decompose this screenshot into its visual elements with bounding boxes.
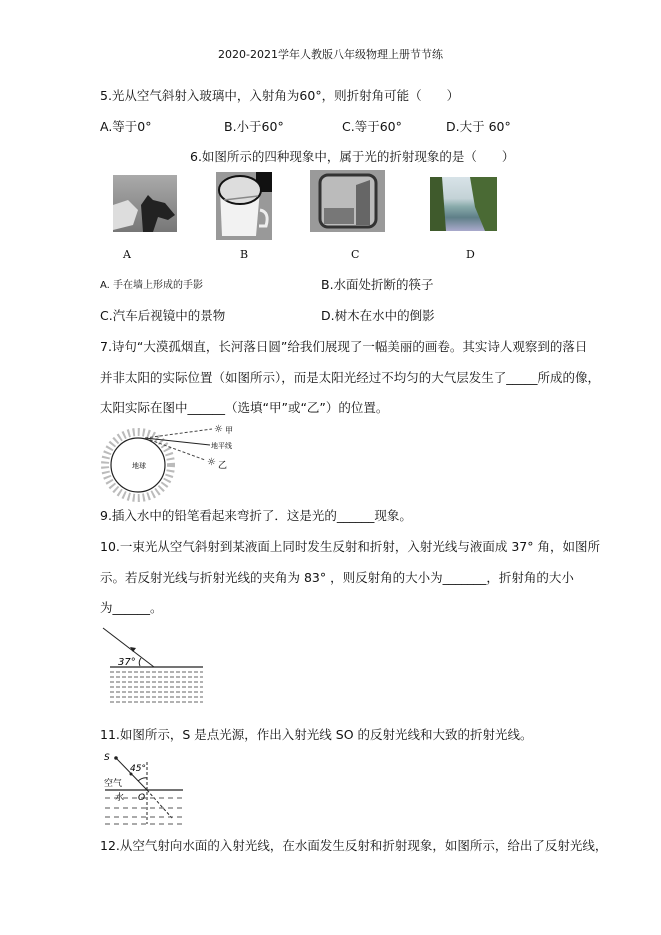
q12-stem: 12.从空气射向水面的入射光线，在水面发生反射和折射现象，如图所示，给出了反射光线，: [100, 838, 608, 853]
q5-option-a: A.等于0°: [100, 119, 152, 134]
rearview-mirror-image: [310, 170, 385, 232]
label-yi: 乙: [218, 461, 228, 471]
label-jia: 甲: [225, 426, 233, 435]
chopsticks-cup-image: [216, 172, 272, 240]
angle-label: 37°: [118, 657, 136, 668]
q6-stem: 6.如图所示的四种现象中，属于光的折射现象的是（ ）: [190, 149, 515, 164]
q6-option-c: C.汽车后视镜中的景物: [100, 308, 226, 323]
image-label-c: C: [351, 248, 360, 261]
page-header: 2020-2021学年人教版八年级物理上册节节练: [218, 48, 443, 61]
q11-stem: 11.如图所示，S 是点光源，作出入射光线 SO 的反射光线和大致的折射光线。: [100, 727, 533, 742]
source-label: S: [104, 753, 110, 763]
sun-jia-icon: ☼: [214, 424, 223, 435]
image-label-b: B: [240, 248, 249, 261]
liquid-surface-diagram: [100, 625, 210, 710]
q5-option-c: C.等于60°: [342, 119, 402, 134]
q5-option-b: B.小于60°: [224, 119, 284, 134]
hand-shadow-image: [113, 175, 177, 232]
q10-line-1: 10.一束光从空气斜射到某液面上同时发生反射和折射，入射光线与液面成 37° 角，如图所: [100, 539, 600, 554]
q6-option-d: D.树木在水中的倒影: [321, 308, 435, 323]
water-label: 水: [115, 793, 125, 803]
q6-option-b: B.水面处折断的筷子: [321, 277, 434, 292]
label-earth: 地球: [132, 462, 146, 470]
image-label-d: D: [466, 248, 475, 261]
point-source-diagram: [100, 750, 190, 830]
angle-label: 45°: [130, 764, 146, 774]
q10-line-2: 示。若反射光线与折射光线的夹角为 83° ，则反射角的大小为_______，折射角的大小: [100, 570, 574, 585]
q6-option-a: A. 手在墙上形成的手影: [100, 280, 204, 291]
sun-yi-icon: ☼: [207, 457, 216, 468]
q5-option-d: D.大于 60°: [446, 119, 511, 134]
tree-reflection-image: [430, 177, 497, 231]
image-label-a: A: [123, 248, 131, 261]
q9-stem: 9.插入水中的铅笔看起来弯折了．这是光的______现象。: [100, 508, 412, 523]
q7-line-1: 7.诗句“大漠孤烟直，长河落日圆”给我们展现了一幅美丽的画卷。其实诗人观察到的落日: [100, 339, 588, 354]
sunset-refraction-diagram: [100, 420, 300, 505]
q5-stem: 5.光从空气斜射入玻璃中，入射角为60°，则折射角可能（ ）: [100, 88, 460, 103]
q10-line-3: 为______。: [100, 600, 163, 615]
point-o-label: O: [138, 793, 146, 803]
air-label: 空气: [104, 779, 123, 789]
label-horizon: 地平线: [211, 442, 232, 450]
q7-line-2: 并非太阳的实际位置（如图所示），而是太阳光经过不均匀的大气层发生了_____所成的像，: [100, 370, 601, 385]
q7-line-3: 太阳实际在图中______（选填“甲”或“乙”）的位置。: [100, 400, 389, 415]
